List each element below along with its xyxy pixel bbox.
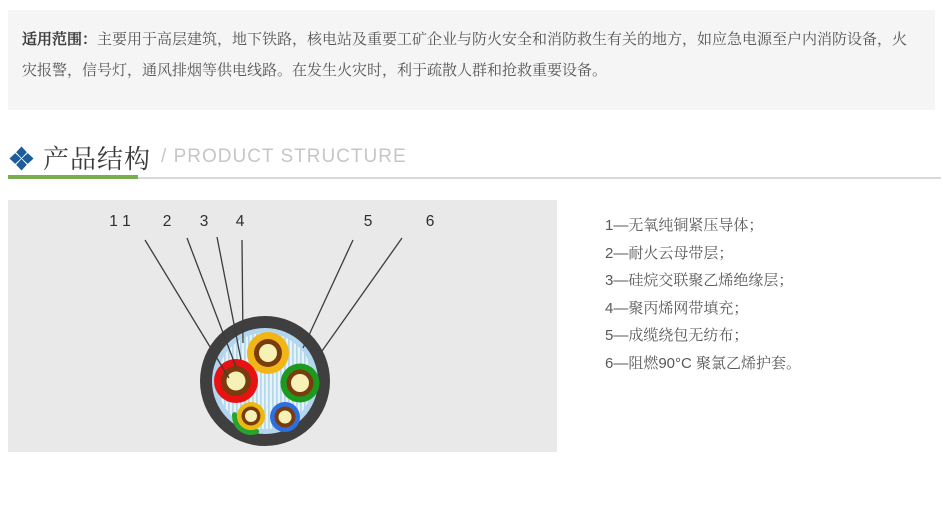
leader-5: [303, 240, 353, 348]
application-scope-block: [8, 10, 935, 110]
section-header: [8, 138, 407, 176]
core-right-green: [281, 364, 320, 403]
leader-1: [145, 240, 229, 378]
section-title: 产品结构: [43, 143, 152, 174]
cable-cross-section-diagram: [8, 200, 557, 452]
legend-item: 5—成缆绕包无纺布；: [605, 327, 749, 344]
legend-item: 3—硅烷交联聚乙烯绝缘层；: [605, 272, 794, 289]
legend-item: 4—聚丙烯网带填充；: [605, 299, 749, 317]
legend-item: 2—耐火云母带层；: [605, 244, 734, 262]
core-small-blue: [270, 402, 300, 432]
callout-label-5: 5: [363, 213, 373, 230]
application-scope-text: 主要用于高层建筑，地下铁路，核电站及重要工矿企业与防火安全和消防救生有关的地方，如应急电源至户内消防设备，火灾报警，信号灯，通风排烟等供电线路。在发生火灾时，利于疏散人群和抢救重要设备。: [22, 31, 908, 79]
legend-item: 6—阻燃90°C 聚氯乙烯护套。: [605, 354, 802, 372]
structure-legend: [605, 212, 801, 377]
callout-label-6: 6: [425, 213, 435, 230]
cable-structure-panel: [8, 200, 557, 452]
callout-labels: [109, 213, 434, 230]
section-subtitle: / PRODUCT STRUCTURE: [161, 146, 407, 167]
callout-label-2: 2: [162, 213, 172, 230]
application-scope-label: 适用范围：: [22, 31, 98, 48]
leader-6: [322, 238, 402, 351]
callout-label-3: 3: [199, 213, 209, 230]
section-divider: [8, 177, 941, 179]
callout-label-4: 4: [235, 213, 245, 230]
callout-label-1: 1 1: [109, 213, 131, 230]
legend-item: 1—无氧纯铜紧压导体；: [605, 217, 764, 234]
section-divider-accent: [8, 175, 138, 179]
diamond-cluster-icon: [9, 146, 34, 171]
